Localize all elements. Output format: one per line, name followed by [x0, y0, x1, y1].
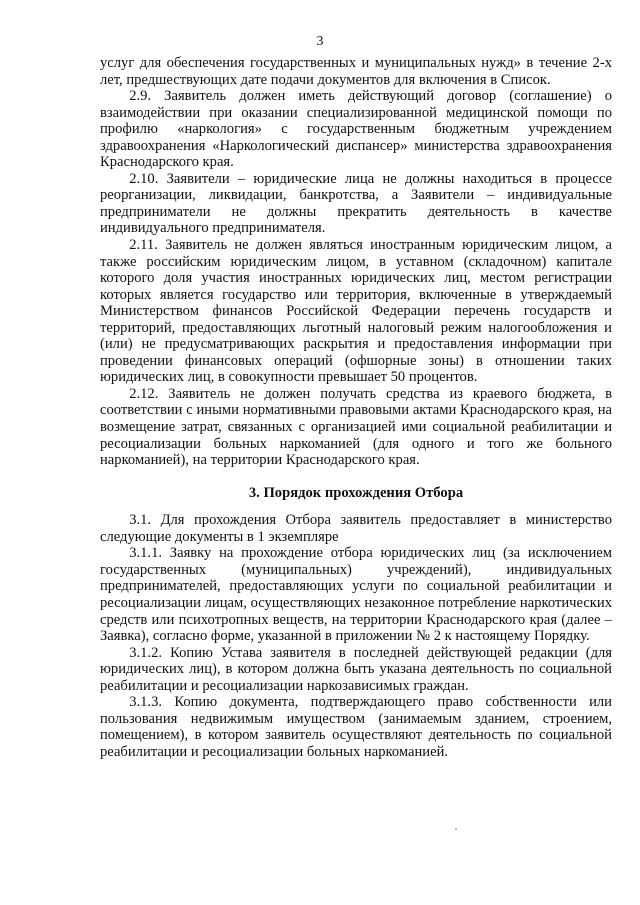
paragraph-3-1: 3.1. Для прохождения Отбора заявитель предоставляет в министерство следующие документы в 1 экземпляре [100, 512, 612, 545]
spacer [100, 501, 612, 512]
paragraph-2-12: 2.12. Заявитель не должен получать средства из краевого бюджета, в соответствии с иными нормативными правовыми актами Краснодарского края, на возмещение затрат, связанных с организацией ими социальной реабилитации и ресоциализации больных наркоманией (для одного и того же больного наркоманией), на территории Краснодарского края. [100, 385, 612, 469]
page-number: 3 [316, 34, 324, 49]
paragraph-2-11: 2.11. Заявитель не должен являться иностранным юридическим лицом, а также российским юридическим лицом, в уставном (складочном) капитале которого доля участия иностранных юридических лиц, местом регистрации которых является государство или территория, включенные в утверждаемый Министерством финансов Российской Федерации перечень государств и территорий, предоставляющих льготный налоговый режим налогообложения и (или) не предусматривающих раскрытия и предоставления информации при проведении финансовых операций (офшорные зоны) в отношении таких юридических лиц, в совокупности превышает 50 процентов. [100, 237, 612, 386]
paragraph-continuation: услуг для обеспечения государственных и муниципальных нужд» в течение 2-х лет, предшествующих дате подачи документов для включения в Список. [100, 55, 612, 88]
paragraph-3-1-2: 3.1.2. Копию Устава заявителя в последней действующей редакции (для юридических лиц), в котором должна быть указана деятельность по социальной реабилитации и ресоциализации наркозависимых граждан. [100, 644, 612, 694]
paragraph-2-9: 2.9. Заявитель должен иметь действующий договор (соглашение) о взаимодействии при оказании специализированной медицинской помощи по профилю «наркология» с государственным бюджетным учреждением здравоохранения «Наркологический диспансер» министерства здравоохранения Краснодарского края. [100, 88, 612, 171]
section-heading: 3. Порядок прохождения Отбора [248, 484, 464, 501]
paragraph-3-1-1: 3.1.1. Заявку на прохождение отбора юридических лиц (за исключением государственных (муниципальных) учреждений), индивидуальных предпринимателей, предоставляющих услуги по социальной реабилитации и ресоциализации лицам, осуществляющих незаконное потребление наркотических средств или психотропных веществ, на территории Краснодарского края (далее – Заявка), согласно форме, указанной в приложении № 2 к настоящему Порядку. [100, 545, 612, 645]
spacer [100, 469, 612, 485]
paragraph-3-1-3: 3.1.3. Копию документа, подтверждающего право собственности или пользования недвижимым имуществом (занимаемым зданием, строением, помещением), в котором заявитель осуществляют деятельность по социальной реабилитации и ресоциализации больных наркоманией. [100, 694, 612, 760]
scan-speck [455, 828, 457, 830]
paragraph-2-10: 2.10. Заявители – юридические лица не должны находиться в процессе реорганизации, ликвидации, банкротства, а Заявители – индивидуальные предприниматели не должны прекратить деятельность в качестве индивидуального предпринимателя. [100, 170, 612, 237]
document-body [100, 55, 612, 760]
